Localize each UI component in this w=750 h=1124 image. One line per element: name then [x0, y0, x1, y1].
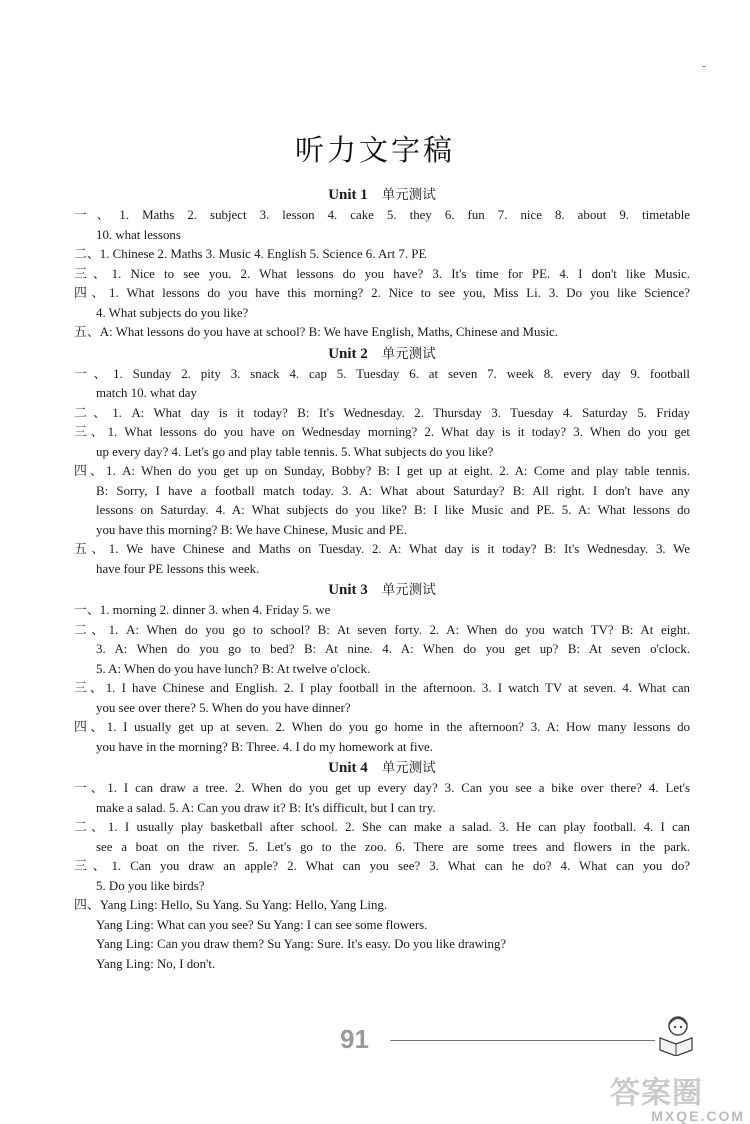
text-line: 二、1. A: What day is it today? B: It's Wednesday. 2. Thursday 3. Tuesday 4. Saturday 5. Friday	[74, 405, 690, 420]
unit-heading	[74, 343, 690, 365]
text-line: 二、1. A: When do you go to school? B: At seven forty. 2. A: When do you watch TV? B: At eight.	[74, 622, 690, 637]
text-line: 二、1. I usually play basketball after school. 2. She can make a salad. 3. He can play football. 4. I can	[74, 820, 690, 834]
text-line: 5. Do you like birds?	[96, 878, 205, 893]
text-line: B: Sorry, I have a football match today. 3. A: What about Saturday? B: All right. I don't have any	[96, 483, 690, 498]
text-line: 四、Yang Ling: Hello, Su Yang. Su Yang: Hello, Yang Ling.	[74, 898, 388, 912]
text-line: lessons on Saturday. 4. A: What subjects do you like? B: I like Music and PE. 5. A: What lessons do	[96, 503, 690, 517]
text-line: Yang Ling: No, I don't.	[96, 956, 216, 971]
text-line: 四、1. A: When do you get up on Sunday, Bobby? B: I get up at eight. 2. A: Come and play table tennis.	[74, 464, 690, 478]
unit-subtitle: 单元测试	[381, 345, 436, 362]
text-line: 10. what lessons	[96, 227, 181, 242]
text-line: 五、A: What lessons do you have at school? B: We have English, Maths, Chinese and Music.	[74, 325, 558, 339]
text-line: 一、1. I can draw a tree. 2. When do you get up every day? 3. Can you see a bike over there? 4. Let's	[74, 781, 690, 795]
unit-heading	[74, 184, 690, 206]
text-line: 4. What subjects do you like?	[96, 305, 249, 320]
text-line: 二、1. Chinese 2. Maths 3. Music 4. English 5. Science 6. Art 7. PE	[74, 247, 427, 261]
watermark	[610, 1068, 745, 1124]
text-line: you see over there? 5. When do you have dinner?	[96, 700, 351, 715]
text-line: 3. A: When do you go to bed? B: At nine. 4. A: When do you get up? B: At seven o'clock.	[96, 642, 690, 656]
text-line: Yang Ling: Can you draw them? Su Yang: Sure. It's easy. Do you like drawing?	[96, 937, 507, 951]
unit-subtitle: 单元测试	[381, 760, 436, 776]
transcript-body	[74, 184, 690, 974]
text-line: 一、1. Maths 2. subject 3. lesson 4. cake 5. they 6. fun 7. nice 8. about 9. timetable	[74, 208, 690, 222]
text-line: 一、1. morning 2. dinner 3. when 4. Friday 5. we	[74, 603, 331, 617]
text-line: make a salad. 5. A: Can you draw it? B: It's difficult, but I can try.	[96, 800, 436, 815]
text-line: match 10. what day	[96, 386, 197, 400]
unit-subtitle: 单元测试	[381, 582, 436, 598]
page-number: 91	[340, 1024, 369, 1054]
text-line: see a boat on the river. 5. Let's go to the zoo. 6. There are some trees and flowers in the park.	[96, 839, 690, 854]
text-line: 四、1. I usually get up at seven. 2. When do you go home in the afternoon? 3. A: How many lessons do	[74, 720, 690, 734]
text-line: 三、1. Can you draw an apple? 2. What can you see? 3. What can he do? 4. What can you do?	[74, 859, 690, 873]
text-line: 三、1. Nice to see you. 2. What lessons do you have? 3. It's time for PE. 4. I don't like Music.	[74, 266, 690, 281]
corner-mark	[702, 66, 706, 67]
watermark-site: MXQE.COM	[651, 1108, 745, 1124]
watermark-logo: 答案圈	[610, 1077, 703, 1110]
text-line: 一、1. Sunday 2. pity 3. snack 4. cap 5. Tuesday 6. at seven 7. week 8. every day 9. football	[74, 366, 690, 381]
text-line: up every day? 4. Let's go and play table tennis. 5. What subjects do you like?	[96, 444, 494, 459]
footer-rule	[390, 1040, 655, 1041]
unit-title: Unit 2	[328, 345, 368, 362]
text-line: have four PE lessons this week.	[96, 561, 260, 576]
unit-heading	[74, 757, 690, 779]
text-line: 5. A: When do you have lunch? B: At twelve o'clock.	[96, 661, 371, 676]
text-line: 三、1. What lessons do you have on Wednesday morning? 2. What day is it today? 3. When do you get	[74, 425, 690, 439]
unit-subtitle: 单元测试	[381, 187, 436, 203]
unit-title: Unit 4	[328, 760, 368, 776]
text-line: 四、1. What lessons do you have this morning? 2. Nice to see you, Miss Li. 3. Do you like Science?	[74, 286, 690, 300]
unit-title: Unit 1	[328, 187, 368, 203]
text-line: 五、1. We have Chinese and Maths on Tuesday. 2. A: What day is it today? B: It's Wednesday. 3. We	[74, 542, 690, 556]
unit-heading	[74, 579, 690, 601]
cartoon-reader-icon	[652, 1012, 696, 1056]
text-line: Yang Ling: What can you see? Su Yang: I can see some flowers.	[96, 917, 428, 932]
unit-title: Unit 3	[328, 582, 368, 598]
text-line: 三、1. I have Chinese and English. 2. I play football in the afternoon. 3. I watch TV at seven. 4. What can	[74, 681, 690, 695]
text-line: you have this morning? B: We have Chinese, Music and PE.	[96, 522, 407, 537]
text-line: you have in the morning? B: Three. 4. I do my homework at five.	[96, 739, 433, 754]
page-title: 听力文字稿	[294, 133, 455, 167]
